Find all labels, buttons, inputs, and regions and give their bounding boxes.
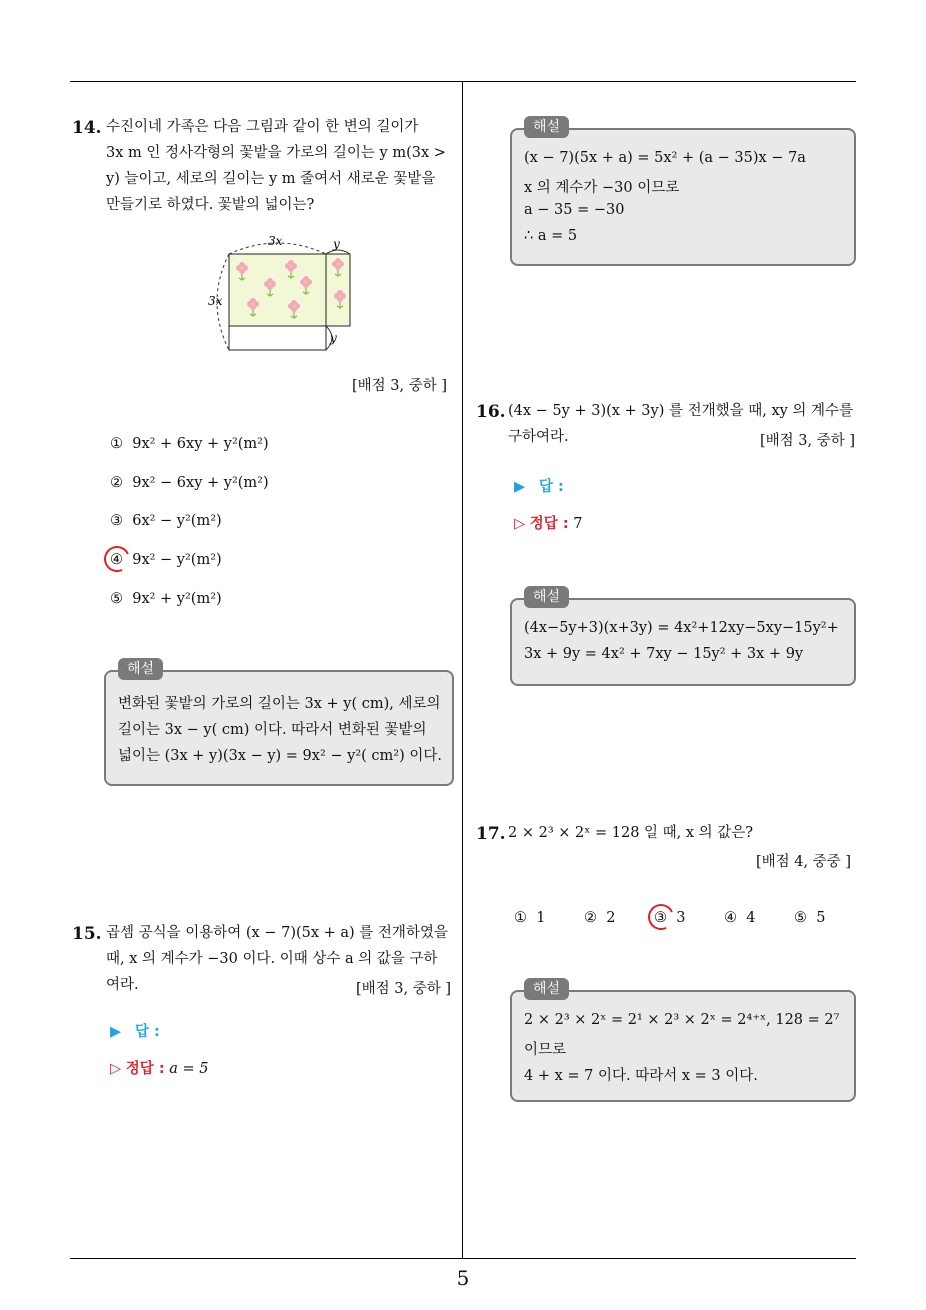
choice-1[interactable]: [110, 434, 269, 454]
question-text-line: 3x m 인 정사각형의 꽃밭을 가로의 길이는 y m(3x >: [106, 145, 446, 161]
explanation-box: [510, 589, 856, 686]
question-number: 17.: [476, 824, 506, 844]
points-label: [배점 4, 중중 ]: [756, 854, 852, 870]
choice-text: 9x² − y²(m²): [132, 552, 222, 568]
page-number: 5: [456, 1266, 470, 1290]
explanation-tag: 해설: [524, 978, 569, 1000]
question-number: 15.: [72, 924, 102, 944]
top-rule: [70, 81, 856, 82]
correct-value: a = 5: [169, 1061, 209, 1077]
explanation-tag: 해설: [524, 586, 569, 608]
explanation-tag: 해설: [524, 116, 569, 138]
choice-mark: ①: [514, 910, 527, 926]
choice-2[interactable]: [584, 908, 615, 928]
choice-text: 9x² − 6xy + y²(m²): [132, 475, 269, 491]
choice-mark: ④: [724, 910, 737, 926]
correct-label: 정답 :: [125, 1061, 165, 1077]
explanation-tag: 해설: [118, 658, 163, 680]
choice-1[interactable]: [514, 908, 545, 928]
removed-strip: [229, 326, 326, 350]
choice-5[interactable]: [794, 908, 825, 928]
correct-arrow-icon: ▷: [110, 1061, 122, 1077]
question-text-line: 곱셈 공식을 이용하여 (x − 7)(5x + a) 를 전개하였을: [106, 925, 448, 941]
question-text-line: (4x − 5y + 3)(x + 3y) 를 전개했을 때, xy 의 계수를: [508, 403, 854, 419]
points-label: [배점 3, 중하 ]: [356, 981, 452, 997]
correct-value: 7: [573, 516, 583, 532]
choice-text: 2: [606, 910, 616, 926]
explanation-line: 길이는 3x − y( cm) 이다. 따라서 변화된 꽃밭의: [118, 722, 427, 738]
explanation-line: 3x + 9y = 4x² + 7xy − 15y² + 3x + 9y: [524, 646, 804, 662]
selected-answer-circle: [644, 900, 677, 933]
choice-3[interactable]: [110, 511, 222, 531]
answer-label: 답 :: [134, 1024, 160, 1040]
flower-bed-diagram: [200, 228, 360, 356]
explanation-box: [510, 119, 856, 266]
choice-text: 4: [746, 910, 756, 926]
question-text-line: y) 늘이고, 세로의 길이는 y m 줄여서 새로운 꽃밭을: [106, 171, 436, 187]
choice-4[interactable]: [724, 908, 755, 928]
question-text-line: 때, x 의 계수가 −30 이다. 이때 상수 a 의 값을 구하: [106, 951, 438, 967]
explanation-line: x 의 계수가 −30 이므로: [524, 180, 680, 196]
choice-text: 3: [676, 910, 686, 926]
question-text-line: 수진이네 가족은 다음 그림과 같이 한 변의 길이가: [106, 119, 419, 135]
correct-answer-row: [514, 512, 582, 533]
choice-text: 9x² + 6xy + y²(m²): [132, 436, 269, 452]
top-label: 3x: [268, 234, 283, 248]
correct-arrow-icon: ▷: [514, 516, 526, 532]
explanation-line: 넓이는 (3x + y)(3x − y) = 9x² − y²( cm²) 이다.: [118, 748, 442, 764]
choice-mark: ⑤: [110, 591, 123, 607]
choice-mark: ④: [110, 552, 123, 568]
choice-2[interactable]: [110, 473, 269, 493]
explanation-line: ∴ a = 5: [524, 228, 578, 244]
explanation-line: (4x−5y+3)(x+3y) = 4x²+12xy−5xy−15y²+: [524, 620, 839, 636]
question-number: 14.: [72, 118, 102, 138]
answer-input-row[interactable]: [110, 1020, 160, 1041]
correct-answer-row: [110, 1057, 209, 1078]
explanation-line: 이므로: [524, 1042, 567, 1058]
y-top-label: y: [333, 237, 340, 251]
side-label: 3x: [208, 294, 223, 308]
question-text-line: 2 × 2³ × 2ˣ = 128 일 때, x 의 값은?: [508, 825, 754, 841]
choice-text: 6x² − y²(m²): [132, 513, 222, 529]
column-divider: [462, 82, 463, 1258]
question-text-line: 만들기로 하였다. 꽃밭의 넓이는?: [106, 197, 315, 213]
question-number: 16.: [476, 402, 506, 422]
choice-mark: ①: [110, 436, 123, 452]
explanation-line: 변화된 꽃밭의 가로의 길이는 3x + y( cm), 세로의: [118, 696, 441, 712]
choice-mark: ⑤: [794, 910, 807, 926]
explanation-line: (x − 7)(5x + a) = 5x² + (a − 35)x − 7a: [524, 150, 806, 166]
choice-mark: ②: [110, 475, 123, 491]
explanation-line: a − 35 = −30: [524, 202, 625, 218]
answer-label: 답 :: [538, 479, 564, 495]
choice-text: 5: [816, 910, 826, 926]
question-text-line: 구하여라.: [508, 429, 569, 445]
explanation-line: 4 + x = 7 이다. 따라서 x = 3 이다.: [524, 1068, 758, 1084]
choice-mark: ③: [654, 910, 667, 926]
explanation-box: [104, 661, 454, 786]
y-bottom-label: y: [330, 331, 337, 345]
choice-mark: ③: [110, 513, 123, 529]
points-label: [배점 3, 중하 ]: [760, 433, 856, 449]
choice-text: 1: [536, 910, 546, 926]
answer-input-row[interactable]: [514, 475, 564, 496]
choice-5[interactable]: [110, 589, 222, 609]
explanation-line: 2 × 2³ × 2ˣ = 2¹ × 2³ × 2ˣ = 2⁴⁺ˣ, 128 = 2⁷: [524, 1012, 840, 1028]
answer-arrow-icon: ▶: [514, 479, 526, 495]
answer-arrow-icon: ▶: [110, 1024, 122, 1040]
explanation-box: [510, 981, 856, 1102]
points-label: [배점 3, 중하 ]: [352, 378, 448, 394]
choice-text: 9x² + y²(m²): [132, 591, 222, 607]
selected-answer-circle: [100, 542, 133, 575]
bottom-rule: [70, 1258, 856, 1259]
correct-label: 정답 :: [529, 516, 569, 532]
question-text-line: 여라.: [106, 977, 139, 993]
choice-mark: ②: [584, 910, 597, 926]
